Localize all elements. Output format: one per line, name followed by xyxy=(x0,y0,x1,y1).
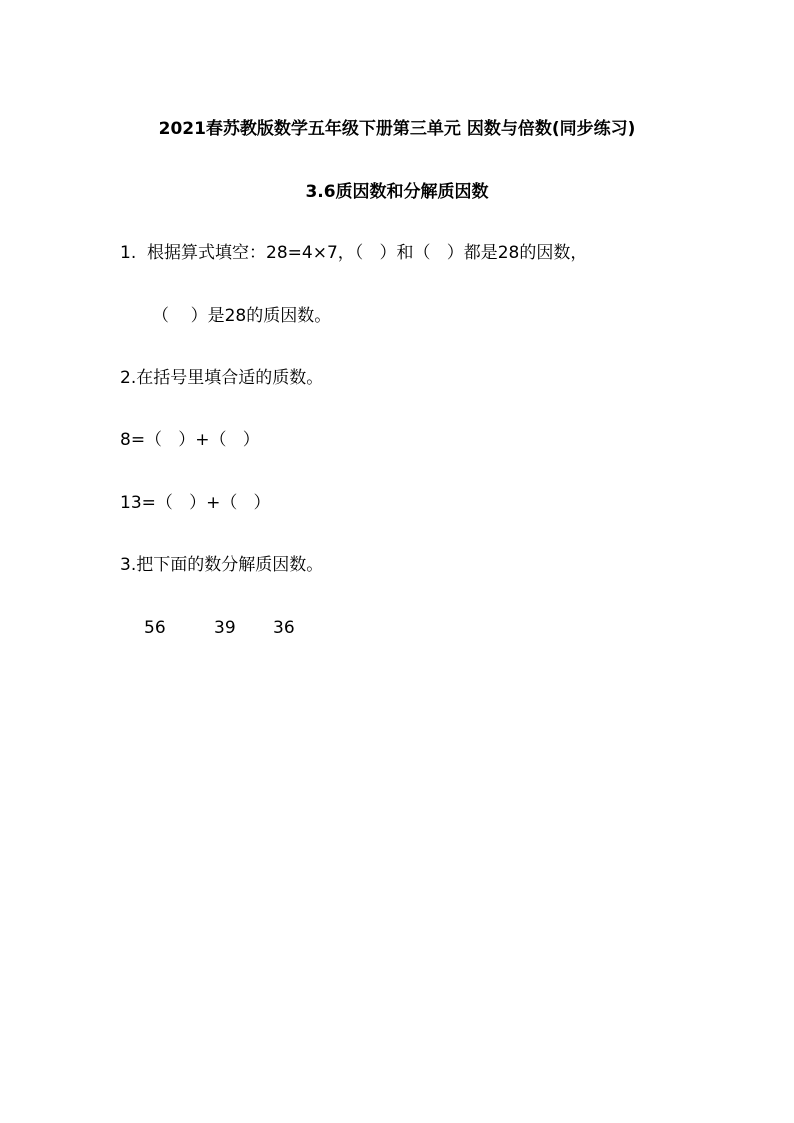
question-1-line-1: 1. 根据算式填空：28=4×7，（ ）和（ ）都是28的因数， xyxy=(120,243,588,263)
question-3-number: 39 xyxy=(214,618,236,638)
page-title: 2021春苏教版数学五年级下册第三单元 因数与倍数(同步练习) xyxy=(158,119,636,139)
question-3-number: 36 xyxy=(273,618,295,638)
question-1-line-2: （ ）是28的质因数。 xyxy=(152,306,332,326)
question-2-equation-1: 8=（ ）+（ ） xyxy=(120,430,260,450)
question-3-number: 56 xyxy=(144,618,166,638)
section-subtitle: 3.6质因数和分解质因数 xyxy=(305,182,489,202)
question-2-equation-2: 13=（ ）+（ ） xyxy=(120,493,271,513)
question-2-prompt: 2.在括号里填合适的质数。 xyxy=(120,368,324,388)
question-3-prompt: 3.把下面的数分解质因数。 xyxy=(120,555,324,575)
